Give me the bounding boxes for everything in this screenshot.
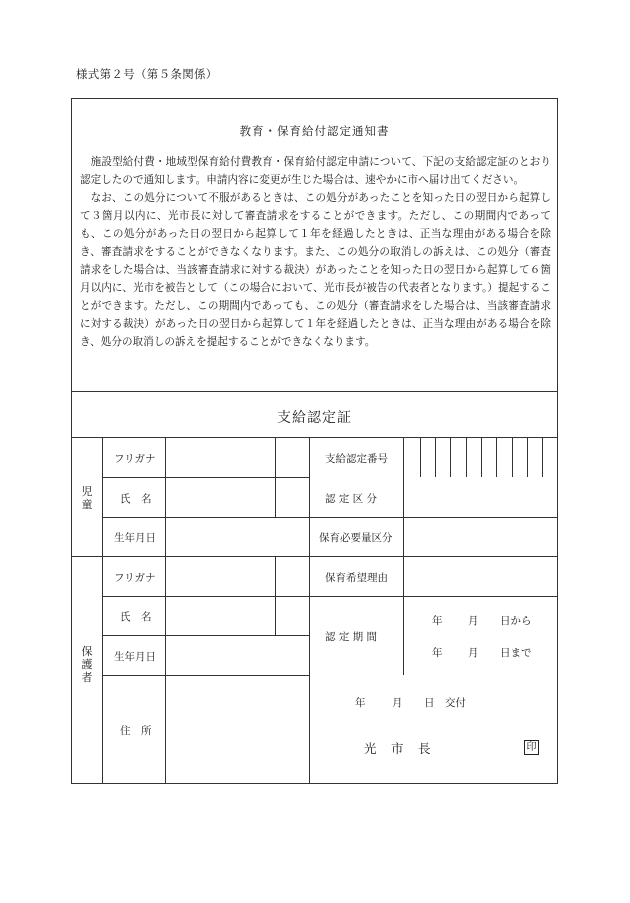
guardian-birthdate-label: 生年月日	[114, 651, 156, 663]
child-birthdate-label: 生年月日	[114, 532, 156, 544]
notice-form	[71, 98, 558, 784]
care-need-category-label: 保育必要量区分	[319, 532, 393, 544]
cert-category-label: 認 定 区 分	[325, 493, 378, 505]
notice-paragraph-2: なお、この処分について不服があるときは、この処分があったことを知った日の翌日から起算して３箇月以内に、光市長に対して審査請求をすることができます。ただし、この期間内であっても、この処分があった日の翌日から起算して１年を経過したときは、正当な理由がある場合を除き、審査請求をすることができなくなります。また、この処分の取消しの訴えは、この処分（審査請求をした場合は、当該審査請求に対する裁決）があったことを知った日の翌日から起算して６箇月以内に、光市を被告として（この場合において、光市長が被告の代表者となります。）提起することができます。ただし、この期間内であっても、この処分（審査請求をした場合は、当該審査請求に対する裁決）があった日の翌日から起算して１年を経過したときは、正当な理由がある場合を除き、処分の取消しの訴えを提起することができなくなります。	[80, 192, 551, 348]
care-reason-label: 保育希望理由	[325, 572, 388, 584]
period-end-month: 月	[468, 647, 479, 659]
cert-number-label: 支給認定番号	[325, 453, 388, 465]
period-end-year: 年	[432, 647, 443, 659]
issue-year: 年	[355, 697, 366, 709]
child-name-label: 氏 名	[120, 493, 152, 505]
cert-period-label: 認 定 期 間	[325, 631, 378, 643]
child-furigana-label: フリガナ	[114, 453, 156, 465]
guardian-furigana-label: フリガナ	[114, 572, 156, 584]
period-end-day: 日まで	[500, 647, 532, 659]
child-section-label: 児童	[81, 485, 93, 511]
guardian-address-label: 住 所	[120, 725, 152, 737]
form-number: 様式第２号（第５条関係）	[76, 67, 218, 81]
certificate-title: 支給認定証	[277, 410, 352, 426]
period-start-month: 月	[468, 615, 479, 627]
notice-paragraph-1: 施設型給付費・地域型保育給付費教育・保育給付認定申請について、下記の支給認定証のとおり認定したので通知します。申請内容に変更が生じた場合は、速やかに市へ届け出てください。	[80, 156, 551, 186]
guardian-section-label: 保護者	[81, 645, 93, 684]
mayor-title: 光 市 長	[364, 741, 432, 756]
seal-mark-icon: 印	[524, 740, 539, 755]
notification-section	[72, 99, 557, 392]
period-start-year: 年	[432, 615, 443, 627]
notice-body	[80, 153, 551, 351]
issue-day: 日 交付	[424, 697, 466, 709]
issue-month: 月	[392, 697, 403, 709]
period-start-day: 日から	[500, 615, 532, 627]
notice-title: 教育・保育給付認定通知書	[239, 124, 390, 138]
guardian-name-label: 氏 名	[120, 611, 152, 623]
